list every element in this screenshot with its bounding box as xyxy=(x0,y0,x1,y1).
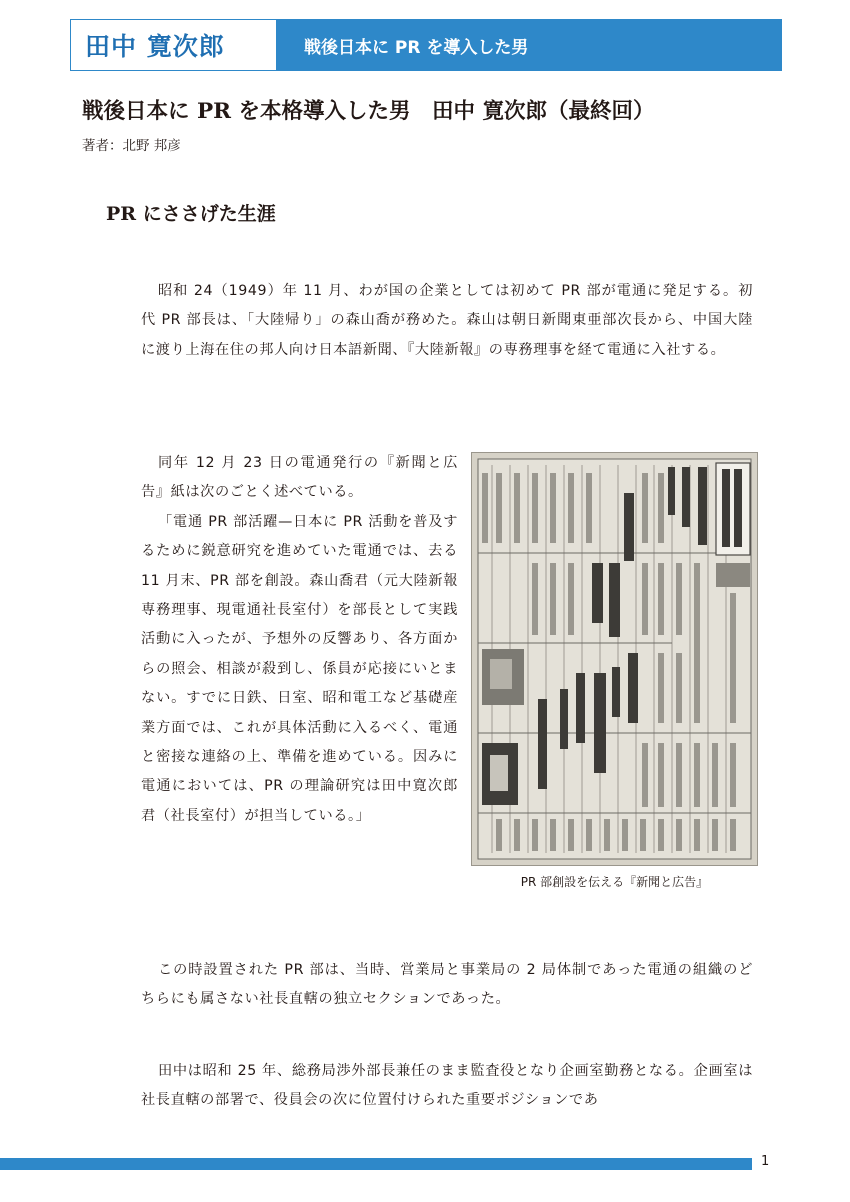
paragraph-2-quote: 「電通 PR 部活躍—日本に PR 活動を普及するために鋭意研究を進めていた電通では、去る 11 月末、PR 部を創設。森山喬君（元大陸新報専務理事、現電通社長室付）を部長として実践活動に入ったが、予想外の反響あり、各方面からの照会、相談が殺到し、係員が応接にいとまない。すでに日鉄、日室、昭和電工など基礎産業方面では、これが具体活動に入るべく、電通と密接な連絡の上、準備を進めている。因みに電通においては、PR の理論研究は田中寛次郎君（社長室付）が担当している。」 xyxy=(141,513,458,824)
article-title: 戦後日本に PR を本格導入した男 田中 寛次郎（最終回） xyxy=(82,99,655,124)
figure-caption: PR 部創設を伝える『新聞と広告』 xyxy=(520,875,709,889)
paragraph-3: この時設置された PR 部は、当時、営業局と事業局の 2 局体制であった電通の組織のどちらにも属さない社長直轄の独立セクションであった。 xyxy=(141,962,753,1008)
newspaper-photo xyxy=(471,452,758,866)
header-subtitle: 戦後日本に PR を導入した男 xyxy=(276,20,781,70)
paragraph-4: 田中は昭和 25 年、総務局渉外部長兼任のまま監査役となり企画室勤務となる。企画室は社長直轄の部署で、役員会の次に位置付けられた重要ポジションであ xyxy=(141,1063,753,1109)
paragraph-1: 昭和 24（1949）年 11 月、わが国の企業としては初めて PR 部が電通に発足する。初代 PR 部長は、「大陸帰り」の森山喬が務めた。森山は朝日新聞東亜部次長から、中国大陸に渡り上海在住の邦人向け日本語新聞、『大陸新報』の専務理事を経て電通に入社する。 xyxy=(141,283,753,358)
header-name: 田中 寛次郎 xyxy=(71,20,276,70)
paragraph-2-intro: 同年 12 月 23 日の電通発行の『新聞と広告』紙は次のごとく述べている。 xyxy=(141,455,458,501)
page-header xyxy=(70,19,782,71)
section-heading: PR にささげた生涯 xyxy=(106,203,276,225)
footer-bar xyxy=(0,1158,752,1170)
paragraph-2 xyxy=(141,449,458,831)
author-line: 著者：北野 邦彦 xyxy=(82,138,181,154)
page-number: 1 xyxy=(761,1154,770,1169)
